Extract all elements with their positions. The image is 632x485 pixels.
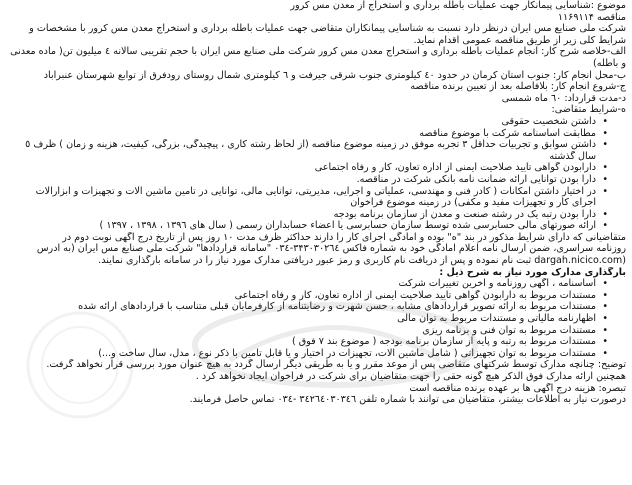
bullet-item: • در اختیار داشتن امکانات ( کادر فنی و مهندسی، عملیاتی و اجرایی، مدیریتی، توانایی مالی، توانایی در تامین ماشین آلات و تجهیزات و ابزارآلات bbox=[6, 186, 626, 198]
text-line: الف-خلاصه شرح کار: انجام عملیات باطله برداری و استخراج معدن مس کرور شرکت ملی صنایع مس ایران با حجم تقریبی سالانه ٤ میلیون تن( ماده معدنی bbox=[10, 46, 626, 58]
bullet-item: • داشتن شخصیت حقوقی bbox=[6, 116, 626, 128]
text-line: همچنین ارائه مدارک فوق الذکر هیچ گونه حقی را جهت متقاضیان برای شرکت در فراخوان ایجاد نخواهد کرد . bbox=[195, 371, 626, 382]
text-line: متقاضیانی که دارای شرایط مذکور در بند "ه" بوده و آمادگی اجرای کار را دارند حداکثر ظرف مدت ۱۰ روز پس از تاریخ درج آگهی نوبت دوم در bbox=[62, 231, 626, 243]
bullet-item: • ارائه صورتهای مالی حسابرسی شده توسط سازمان حسابرسی یا اعضاء حسابداران رسمی ( سال های ۱۳۹٦ ، ۱۳۹۸ ، ۱۳۹۷ ) bbox=[6, 220, 626, 232]
text-line: ه-شرایط متقاضی: bbox=[551, 104, 626, 116]
text-line: توضیح: چنانچه مدارک توسط شرکتهای متقاضی پس از موعد مقرر و یا به طریقی دیگر ارسال گردد به هیچ عنوان مورد بررسی قرار نخواهد گرفت. bbox=[46, 359, 626, 371]
bullet-item: • مستندات مربوط به رتبه و پایه از سازمان برنامه بودجه ( موضوع بند ۷ فوق ) bbox=[6, 336, 626, 348]
text-line: (dargah.nicico.com ثبت نام نموده و پس از دریافت نام کاربری و رمز عبور دریافتی مدارک مورد نیاز را در سامانه بارگذاری نمایند. bbox=[98, 255, 626, 267]
bullet-item: • اساسنامه ، آگهی روزنامه و آخرین تغییرات شرکت bbox=[6, 278, 626, 290]
bullet-item: • مستندات مربوط به ارائه تصویر قراردادهای مشابه ، حسن شهرت و رضایتنامه از کارفرمایان قبلی متناسب با قراردادهای ارائه شده bbox=[6, 301, 626, 313]
text-line: و باطله) bbox=[593, 57, 626, 69]
text-line: تبصره: هزینه درج آگهی ها بر عهده برنده مناقصه است bbox=[409, 382, 626, 394]
bullet-item: • اظهارنامه مالیاتی و مستندات مربوط به توان مالی bbox=[6, 313, 626, 325]
tender-notice bbox=[6, 0, 626, 485]
bullet-item: • مستندات مربوط به توان فنی و برنامه ریزی bbox=[6, 325, 626, 337]
text-line: اجرای کار و تجهیزات مفید و مکفی) در زمینه موضوع فراخوان bbox=[350, 197, 596, 209]
bullet-item: • داشتن سوابق و تجربیات حداقل ۳ تجربه موفق در زمینه موضوع مناقصه (از لحاظ رشته کاری ، پیچیدگی، بزرگی، کیفیت، هزینه و زمان ) ظرف ٥ bbox=[6, 139, 626, 151]
bullet-item: • دارا بودن رتبه یک در رشته صنعت و معدن از سازمان برنامه بودجه bbox=[6, 209, 626, 221]
bullet-item: • مستندات مربوط به توان تجهیزاتی ( شامل ماشین آلات، تجهیزات در اختیار و یا قابل تامین با ذکر نوع ، مدل، سال ساخت و...) bbox=[6, 348, 626, 360]
bullet-item: • دارابودن گواهی تایید صلاحیت ایمنی از اداره تعاون، کار و رفاه اجتماعی bbox=[6, 162, 626, 174]
text-line: موضوع :شناسایی پیمانکار جهت عملیات باطله برداری و استخراج از معدن مس کرور bbox=[290, 0, 626, 11]
bullet-item: • مستندات مربوط به دارابودن گواهی تایید صلاحیت ایمنی از اداره تعاون، کار و رفاه اجتماعی bbox=[6, 290, 626, 302]
text-line: درصورت نیاز به اطلاعات بیشتر، متقاضیان می توانند با شماره تلفن ۳٤۲٦٤۰۳۰۳٤٦ -۰۳٤ تماس حاصل فرمایند. bbox=[189, 394, 626, 406]
text-line: شرکت ملی صنایع مس ایران درنظر دارد نسبت به شناسایی پیمانکاران متقاضی جهت عملیات باطله برداری و استخراج معدن مس کرور با مشخصات و bbox=[29, 23, 626, 35]
bullet-item: • مطابقت اساسنامه شرکت با موضوع مناقصه bbox=[6, 128, 626, 140]
text-line: بارگذاری مدارک مورد نیاز به شرح ذیل : bbox=[439, 266, 626, 278]
text-line: سال گذشته bbox=[549, 150, 596, 162]
text-line: روزنامه سراسری، ضمن ارسال نامه اعلام آمادگی خود به شماره فاکس ۳۴۳۰۳۰۲٦٤-۰۳٤ "سامانه قراردادها" شرکت ملی صنایع مس ایران (به آدرس bbox=[36, 243, 626, 255]
text-line: ج-شروع انجام کار: بلافاصله بعد از تعیین برنده مناقصه bbox=[410, 81, 626, 93]
text-line: شرایط کلی زیر از طریق مناقصه عمومی اقدام نماید. bbox=[413, 34, 626, 46]
text-line: ب-محل انجام کار: جنوب استان کرمان در حدود ٤٠ کیلومتری جنوب شرقی جیرفت و ٦ کیلومتری شمال روستای رودفرق از توابع شهرستان عنبرآباد bbox=[43, 69, 626, 81]
text-line: مناقصه ۱۱۶۹۱۱۴ bbox=[557, 11, 626, 23]
bullet-item: • دارا بودن توانایی ارائه ضمانت نامه بانکی شرکت در مناقصه. bbox=[6, 174, 626, 186]
text-line: د-مدت قرارداد: ٦٠ ماه شمسی bbox=[501, 92, 626, 104]
